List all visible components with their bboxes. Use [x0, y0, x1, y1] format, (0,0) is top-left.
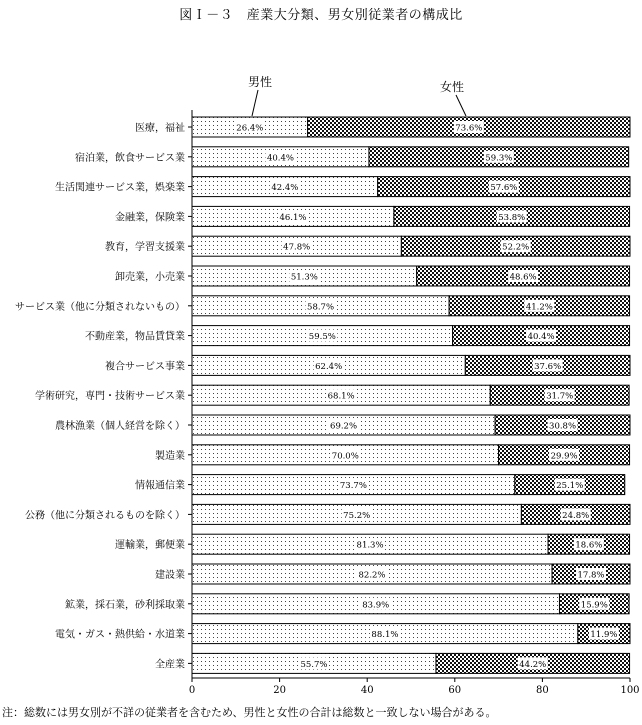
data-label: 53.8% — [498, 212, 526, 223]
data-label: 37.6% — [534, 361, 562, 372]
data-label: 25.1% — [556, 481, 584, 492]
annotation-female: 女性 — [439, 80, 465, 94]
data-label: 52.2% — [502, 242, 530, 253]
data-label: 41.2% — [525, 302, 553, 313]
data-label: 40.4% — [266, 153, 294, 164]
data-label: 47.8% — [283, 242, 311, 253]
category-label: 情報通信業 — [135, 480, 185, 492]
data-label: 73.6% — [455, 123, 483, 134]
x-tick-label: 40 — [360, 685, 374, 696]
data-label: 59.3% — [485, 153, 513, 164]
category-label: 卸売業，小売業 — [115, 272, 185, 283]
data-label: 40.4% — [527, 332, 555, 343]
data-label: 17.8% — [577, 570, 605, 581]
data-label: 44.2% — [519, 659, 547, 670]
category-label: 製造業 — [155, 450, 185, 462]
data-label: 75.2% — [343, 510, 371, 521]
data-label: 57.6% — [490, 183, 518, 194]
data-label: 51.3% — [290, 272, 318, 283]
data-label: 15.9% — [580, 600, 608, 611]
category-label: 不動産業，物品賃貸業 — [85, 331, 185, 343]
data-label: 24.8% — [562, 510, 590, 521]
category-label: 電気・ガス・熱供給・水道業 — [55, 629, 185, 641]
x-tick-label: 100 — [620, 685, 640, 696]
x-tick-label: 20 — [273, 685, 286, 696]
data-label: 46.1% — [279, 212, 307, 223]
category-label: 運輸業，郵便業 — [115, 540, 185, 552]
category-label: 金融業，保険業 — [115, 212, 185, 224]
data-label: 81.3% — [356, 540, 384, 551]
category-label: 医療，福祉 — [135, 123, 185, 134]
category-label: 農林漁業（個人経営を除く） — [55, 421, 185, 432]
category-label: 公務（他に分類されるものを除く） — [25, 510, 185, 522]
data-label: 29.9% — [550, 451, 578, 462]
data-label: 88.1% — [371, 630, 399, 641]
category-label: 宿泊業，飲食サービス業 — [75, 152, 185, 164]
data-label: 62.4% — [315, 361, 343, 372]
data-label: 69.2% — [330, 421, 358, 432]
x-tick-label: 60 — [448, 685, 462, 696]
category-label: 鉱業，採石業，砂利採取業 — [65, 599, 185, 611]
data-label: 82.2% — [358, 570, 386, 581]
category-label: 全産業 — [155, 659, 185, 671]
chart-title: 図Ｉ－３ 産業大分類、男女別従業者の構成比 — [179, 8, 463, 23]
x-tick-label: 0 — [188, 685, 196, 696]
data-label: 58.7% — [307, 302, 335, 313]
annotation-pointer — [456, 95, 466, 116]
data-label: 48.6% — [509, 272, 537, 283]
data-label: 59.5% — [308, 332, 336, 343]
data-label: 55.7% — [300, 659, 328, 670]
data-label: 31.7% — [546, 391, 574, 402]
category-label: 教育，学習支援業 — [105, 242, 185, 254]
data-label: 30.8% — [549, 421, 577, 432]
category-label: 学術研究，専門・技術サービス業 — [35, 391, 185, 403]
category-label: 建設業 — [155, 570, 185, 581]
footnote: 注：総数には男女別が不詳の従業者を含むため、男性と女性の合計は総数と一致しない場合がある。 — [2, 706, 497, 719]
data-label: 42.4% — [271, 183, 299, 194]
data-label: 68.1% — [327, 391, 355, 402]
data-label: 26.4% — [236, 123, 264, 134]
x-tick-label: 80 — [536, 685, 549, 696]
category-label: 複合サービス事業 — [105, 361, 185, 373]
category-label: サービス業（他に分類されないもの） — [15, 301, 185, 313]
data-label: 70.0% — [331, 451, 359, 462]
data-label: 83.9% — [362, 600, 390, 611]
data-label: 73.7% — [339, 481, 367, 492]
category-label: 生活関連サービス業，娯楽業 — [55, 182, 185, 194]
annotation-pointer — [252, 90, 258, 116]
annotation-male: 男性 — [247, 75, 273, 89]
data-label: 11.9% — [590, 630, 618, 641]
data-label: 18.6% — [575, 540, 603, 551]
